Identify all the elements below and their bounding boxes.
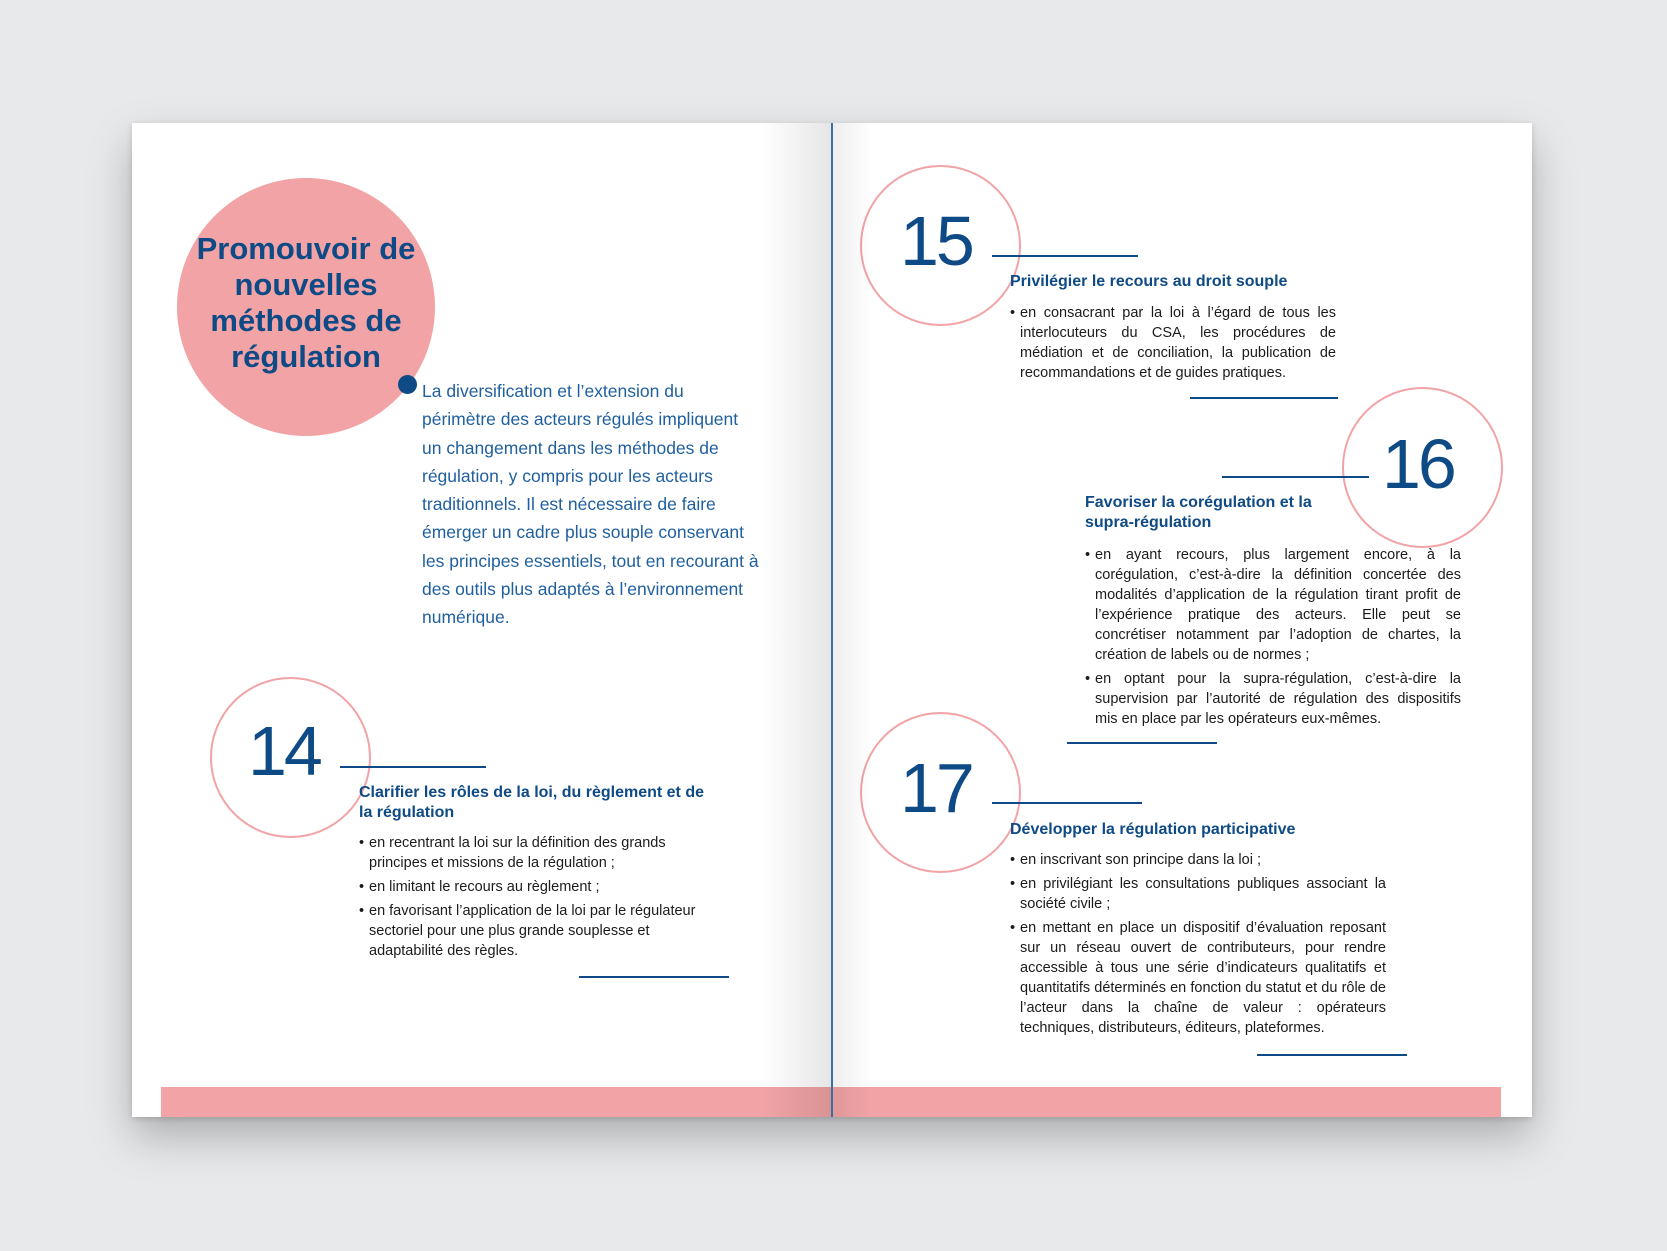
section-15-heading: Privilégier le recours au droit souple (1010, 273, 1288, 290)
section-14-list (359, 833, 707, 965)
section-17-list (1010, 850, 1386, 1042)
section-15-rule (992, 255, 1138, 257)
section-16-rule (1222, 476, 1369, 478)
section-16-number: 16 (1382, 425, 1454, 503)
right-page (832, 123, 1532, 1117)
title-dot (398, 375, 417, 394)
section-17-end-rule (1257, 1054, 1407, 1056)
intro-paragraph: La diversification et l’extension du périmètre des acteurs régulés impliquent un changement dans les méthodes de régulation, y compris pour les acteurs traditionnels. Il est nécessaire de faire émerger un cadre plus souple conservant les principes essentiels, tout en recourant à des outils plus adaptés à l’environnement numérique. (422, 381, 759, 628)
bottom-band-left (161, 1087, 832, 1117)
page-title: Promouvoir de nouvelles méthodes de régulation (196, 231, 416, 374)
section-15-number: 15 (900, 202, 972, 280)
list-item: • en privilégiant les consultations publiques associant la société civile ; (1010, 874, 1386, 914)
list-item: • en mettant en place un dispositif d’évaluation reposant sur un réseau ouvert de contributeurs, pour rendre accessible à tous une série d’indicateurs qualitatifs et quantitatifs déterminés en fonction du statut et du rôle de l’acteur dans la chaîne de valeur : opérateurs techniques, distributeurs, éditeurs, plateformes. (1010, 918, 1386, 1038)
bottom-band-right (832, 1087, 1501, 1117)
section-16-end-rule (1067, 742, 1217, 744)
list-item: • en inscrivant son principe dans la loi ; (1010, 850, 1386, 870)
list-item: • en recentrant la loi sur la définition des grands principes et missions de la régulation ; (359, 833, 707, 873)
left-page (132, 123, 832, 1117)
list-item: • en consacrant par la loi à l’égard de tous les interlocuteurs du CSA, les procédures de médiation et de conciliation, la publication de recommandations et de guides pratiques. (1010, 303, 1336, 383)
section-17-heading: Développer la régulation participative (1010, 821, 1296, 838)
section-15-end-rule (1190, 397, 1338, 399)
section-14-rule (340, 766, 486, 768)
section-15-list (1010, 303, 1336, 387)
list-item: • en favorisant l’application de la loi par le régulateur sectoriel pour une plus grande souplesse et adaptabilité des règles. (359, 901, 707, 961)
section-14-number: 14 (248, 712, 320, 790)
section-17-number: 17 (900, 749, 972, 827)
section-14-heading: Clarifier les rôles de la loi, du règlement et de la régulation (359, 784, 704, 821)
list-item: • en ayant recours, plus largement encore, à la corégulation, c’est-à-dire la définition concertée des modalités d’application de la régulation tirant profit de l’expérience pratique des acteurs. Elle peut se concrétiser notamment par l’adoption de chartes, la création de labels ou de normes ; (1085, 545, 1461, 665)
booklet-spread (132, 123, 1532, 1117)
section-16-list (1085, 545, 1461, 733)
section-17-rule (992, 802, 1142, 804)
list-item: • en optant pour la supra-régulation, c’est-à-dire la supervision par l’autorité de régulation des dispositifs mis en place par les opérateurs eux-mêmes. (1085, 669, 1461, 729)
gutter-line (831, 123, 833, 1117)
section-16-heading: Favoriser la corégulation et la supra-régulation (1085, 494, 1312, 531)
section-14-end-rule (579, 976, 729, 978)
list-item: • en limitant le recours au règlement ; (359, 877, 707, 897)
